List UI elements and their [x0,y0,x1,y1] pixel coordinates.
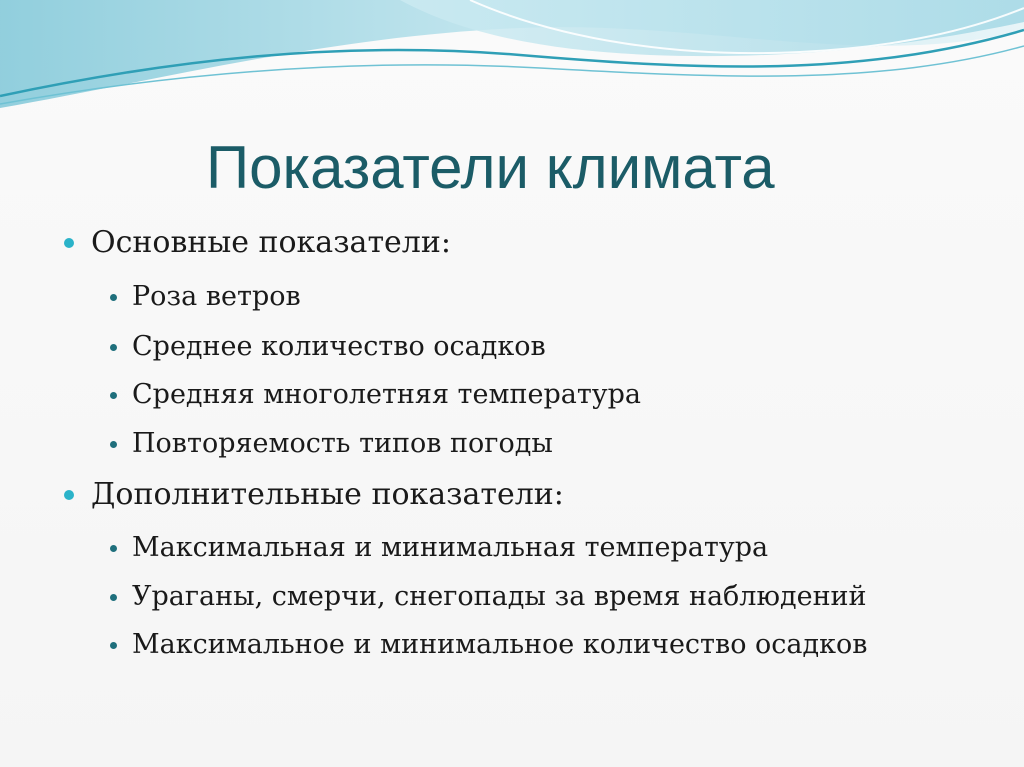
bullet-dot-icon [64,238,74,248]
bullet-dot-icon [64,490,74,500]
bullet-dot-icon [110,594,117,601]
list-item-text: Среднее количество осадков [132,331,546,362]
list-item-text: Ураганы, смерчи, снегопады за время наблюдений [132,581,867,612]
list-item-text: Повторяемость типов погоды [132,428,553,459]
bullet-dot-icon [110,441,117,448]
bullet-dot-icon [110,545,117,552]
section-heading-text: Основные показатели: [91,225,451,260]
bullet-dot-icon [110,642,117,649]
section-heading-text: Дополнительные показатели: [91,477,564,512]
list-item-text: Средняя многолетняя температура [132,379,642,410]
list-item-text: Максимальное и минимальное количество осадков [132,629,868,660]
list-item-text: Максимальная и минимальная температура [132,532,769,563]
bullet-dot-icon [110,344,117,351]
bullet-dot-icon [110,392,117,399]
page-title: Показатели климата [206,134,775,201]
bullet-dot-icon [110,294,117,301]
list-item-text: Роза ветров [132,281,301,312]
